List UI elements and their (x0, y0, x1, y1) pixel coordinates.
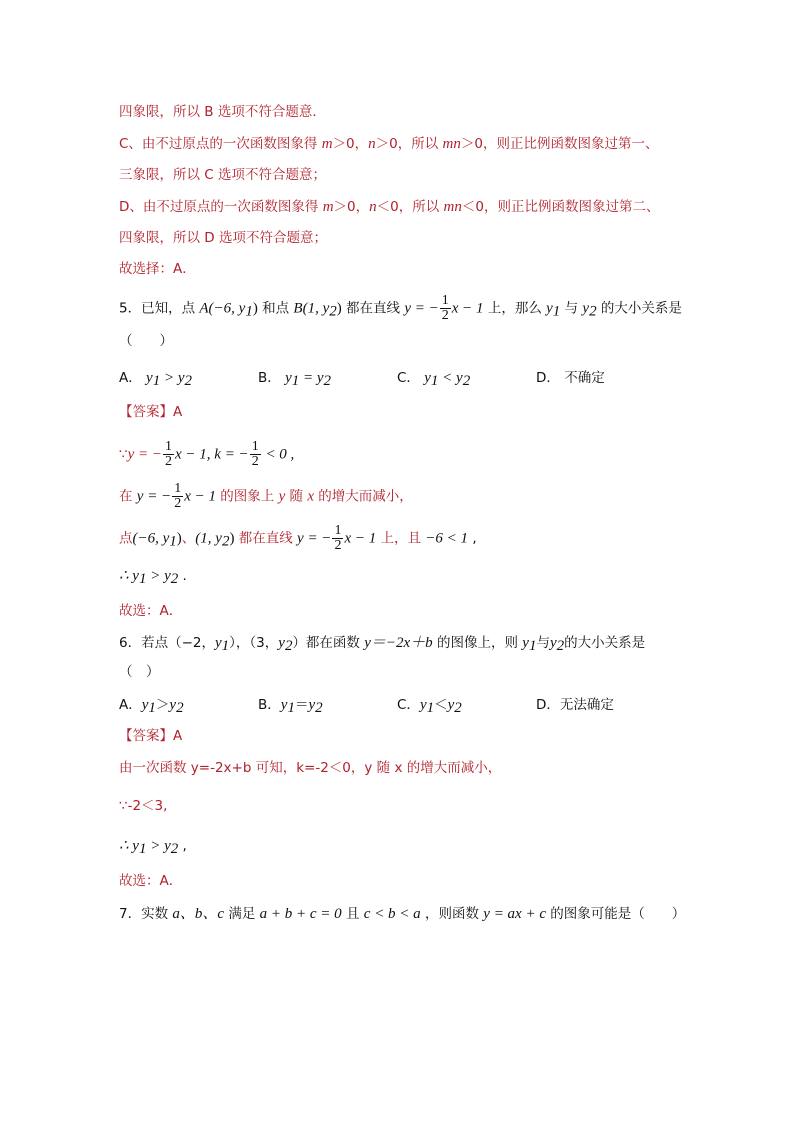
q5-option-d[interactable]: D． 不确定 (536, 370, 605, 386)
q5-solution-2: 在 y = − $\frac{1}{2}$ x − 1 的图象上 y 随 x 的增大而减小， (119, 481, 413, 511)
q5-answer: 【答案】A (119, 404, 183, 420)
q6-solution-2: ∵-2＜3, (119, 798, 168, 814)
text-line-2: C、由不过原点的一次函数图象得 m＞0，n＞0，所以 mn＞0，则正比例函数图象过第一、 (119, 136, 659, 152)
question-6-paren: （ ） (119, 664, 160, 680)
q5-option-b[interactable]: B． $y_1 = y_2$ (258, 370, 332, 389)
question-7-stem: 7．实数 a、b、c 满足 a + b + c = 0 且 c < b < a ，则函数 y = ax + c 的图象可能是（ ） (119, 906, 686, 922)
q5-option-a[interactable]: A． $y_1 > y_2$ (119, 370, 192, 389)
q5-solution-3: 点(−6, $y_1$)、(1, $y_2$) 都在直线 y = − $\frac{1}{2}$ x − 1 上，且 −6 < 1 , (119, 523, 477, 553)
q6-option-d[interactable]: D．无法确定 (536, 697, 614, 713)
q5-option-c[interactable]: C． $y_1 < y_2$ (397, 370, 471, 389)
text-line-3: 三象限，所以 C 选项不符合题意； (119, 167, 327, 183)
q5-solution-1: ∵y = − $\frac{1}{2}$ x − 1, k = − $\frac{1}{2}$ < 0 , (119, 439, 295, 469)
fraction-one-half: $\frac{1}{2}$ (165, 439, 172, 469)
fraction-one-half: $\frac{1}{2}$ (174, 481, 182, 511)
q5-solution-4: ∴ $y_1 > y_2$ . (119, 568, 187, 587)
text-line-4: D、由不过原点的一次函数图象得 m＞0，n＜0，所以 mn＜0，则正比例函数图象过第二、 (119, 199, 660, 215)
fraction-one-half: $\frac{1}{2}$ (251, 439, 259, 469)
q6-option-c[interactable]: C．$y_1<y_2$ (397, 697, 462, 716)
text-line-6: 故选择：A． (119, 261, 196, 277)
q6-answer: 【答案】A (119, 728, 183, 744)
question-5-stem: 5．已知，点 A(−6, $y_1$) 和点 B(1, $y_2$) 都在直线 y = − $\frac{1}{2}$ x − 1 上，那么 $y_1$ 与 $y_2$ 的大小关系是 (119, 293, 682, 323)
q6-solution-3: ∴ $y_1 > y_2$ , (119, 838, 187, 857)
text-line-1: 四象限，所以 B 选项不符合题意． (119, 104, 326, 120)
fraction-one-half: $\frac{1}{2}$ (334, 523, 342, 553)
q6-solution-4: 故选：A． (119, 873, 183, 889)
q6-solution-1: 由一次函数 y=-2x+b 可知，k=-2＜0，y 随 x 的增大而减小， (119, 760, 502, 776)
question-5-paren: （ ） (119, 333, 173, 349)
q6-option-b[interactable]: B．$y_1=y_2$ (258, 697, 323, 716)
text-line-5: 四象限，所以 D 选项不符合题意； (119, 230, 327, 246)
question-6-stem: 6．若点（−2，$y_1$），（3，$y_2$）都在函数 y＝−2x＋b 的图像上，则 $y_1$与$y_2$的大小关系是 (119, 635, 646, 654)
q6-option-a[interactable]: A．$y_1>y_2$ (119, 697, 184, 716)
q5-solution-5: 故选：A． (119, 603, 183, 619)
fraction-one-half: $\frac{1}{2}$ (441, 293, 449, 323)
